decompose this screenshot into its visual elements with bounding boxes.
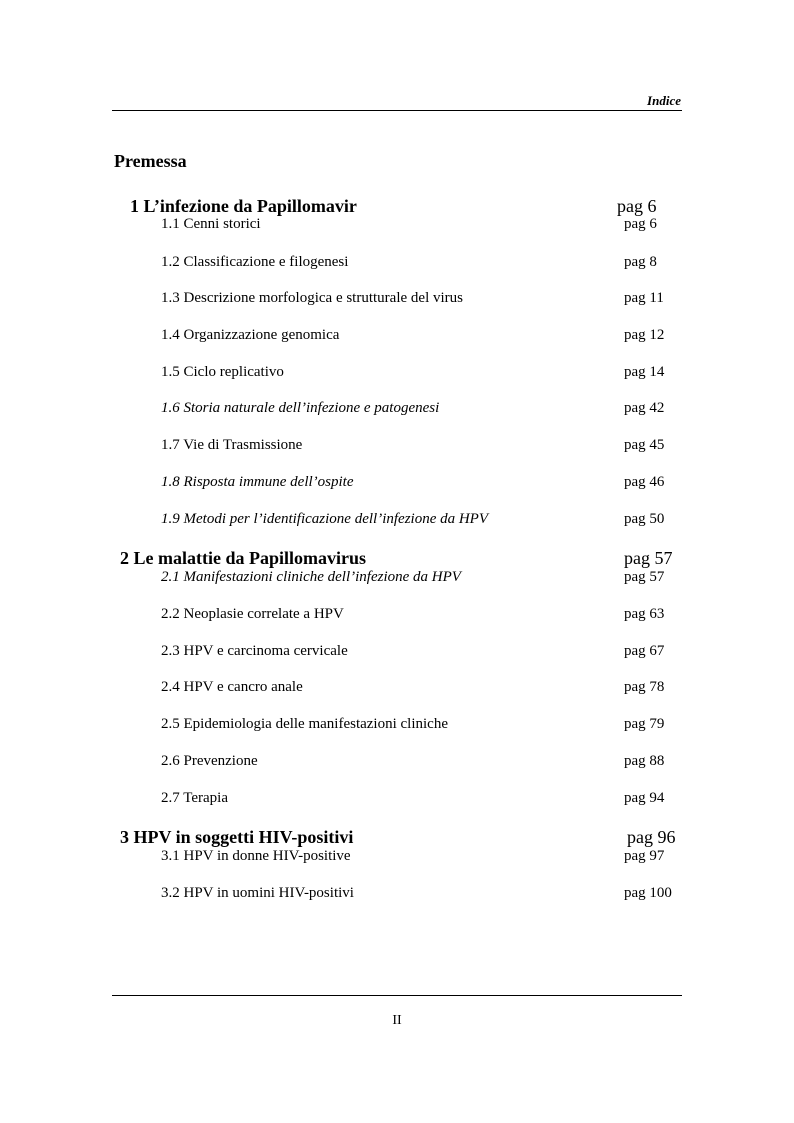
toc-page-1-8: pag 46	[624, 474, 665, 490]
chapter-1-title: 1 L’infezione da Papillomavir	[130, 196, 357, 216]
toc-page-2-1: pag 57	[624, 569, 665, 585]
toc-page-1-5: pag 14	[624, 364, 665, 380]
header-rule	[112, 110, 682, 111]
toc-entry-2-5: 2.5 Epidemiologia delle manifestazioni cliniche	[161, 716, 448, 732]
toc-page-2-7: pag 94	[624, 790, 665, 806]
toc-page-1-4: pag 12	[624, 327, 665, 343]
toc-entry-1-7: 1.7 Vie di Trasmissione	[161, 437, 303, 453]
running-header-title: Indice	[647, 93, 681, 108]
toc-page-1-6: pag 42	[624, 400, 665, 416]
chapter-2-page: pag 57	[624, 548, 673, 568]
toc-entry-1-8: 1.8 Risposta immune dell’ospite	[161, 474, 354, 490]
toc-page-2-6: pag 88	[624, 753, 665, 769]
page-number: II	[392, 1013, 402, 1028]
toc-entry-1-9: 1.9 Metodi per l’identificazione dell’infezione da HPV	[161, 511, 489, 527]
toc-page-1-9: pag 50	[624, 511, 665, 527]
chapter-3-title: 3 HPV in soggetti HIV-positivi	[120, 827, 354, 847]
toc-entry-2-6: 2.6 Prevenzione	[161, 753, 258, 769]
toc-page-1-7: pag 45	[624, 437, 665, 453]
toc-page-2-2: pag 63	[624, 606, 665, 622]
toc-entry-1-2: 1.2 Classificazione e filogenesi	[161, 254, 349, 270]
toc-entry-3-2: 3.2 HPV in uomini HIV-positivi	[161, 885, 354, 901]
toc-entry-1-5: 1.5 Ciclo replicativo	[161, 364, 284, 380]
toc-entry-2-3: 2.3 HPV e carcinoma cervicale	[161, 643, 348, 659]
toc-page-3-2: pag 100	[624, 885, 672, 901]
chapter-2-title: 2 Le malattie da Papillomavirus	[120, 548, 366, 568]
toc-page-1-1: pag 6	[624, 216, 657, 232]
toc-entry-1-4: 1.4 Organizzazione genomica	[161, 327, 340, 343]
footer-rule	[112, 995, 682, 996]
toc-entry-1-6: 1.6 Storia naturale dell’infezione e patogenesi	[161, 400, 440, 416]
toc-entry-1-3: 1.3 Descrizione morfologica e strutturale del virus	[161, 290, 463, 306]
toc-entry-2-1: 2.1 Manifestazioni cliniche dell’infezione da HPV	[161, 569, 461, 585]
toc-page-3-1: pag 97	[624, 848, 665, 864]
toc-entry-2-7: 2.7 Terapia	[161, 790, 228, 806]
chapter-3-page: pag 96	[627, 827, 676, 847]
toc-page-1-3: pag 11	[624, 290, 664, 306]
toc-entry-1-1: 1.1 Cenni storici	[161, 216, 261, 232]
toc-entry-3-1: 3.1 HPV in donne HIV-positive	[161, 848, 351, 864]
toc-page-2-4: pag 78	[624, 679, 665, 695]
toc-page-2-3: pag 67	[624, 643, 665, 659]
toc-entry-2-4: 2.4 HPV e cancro anale	[161, 679, 303, 695]
toc-entry-2-2: 2.2 Neoplasie correlate a HPV	[161, 606, 344, 622]
toc-premessa: Premessa	[114, 151, 187, 171]
chapter-1-page: pag 6	[617, 196, 657, 216]
toc-page-2-5: pag 79	[624, 716, 665, 732]
toc-page-1-2: pag 8	[624, 254, 657, 270]
